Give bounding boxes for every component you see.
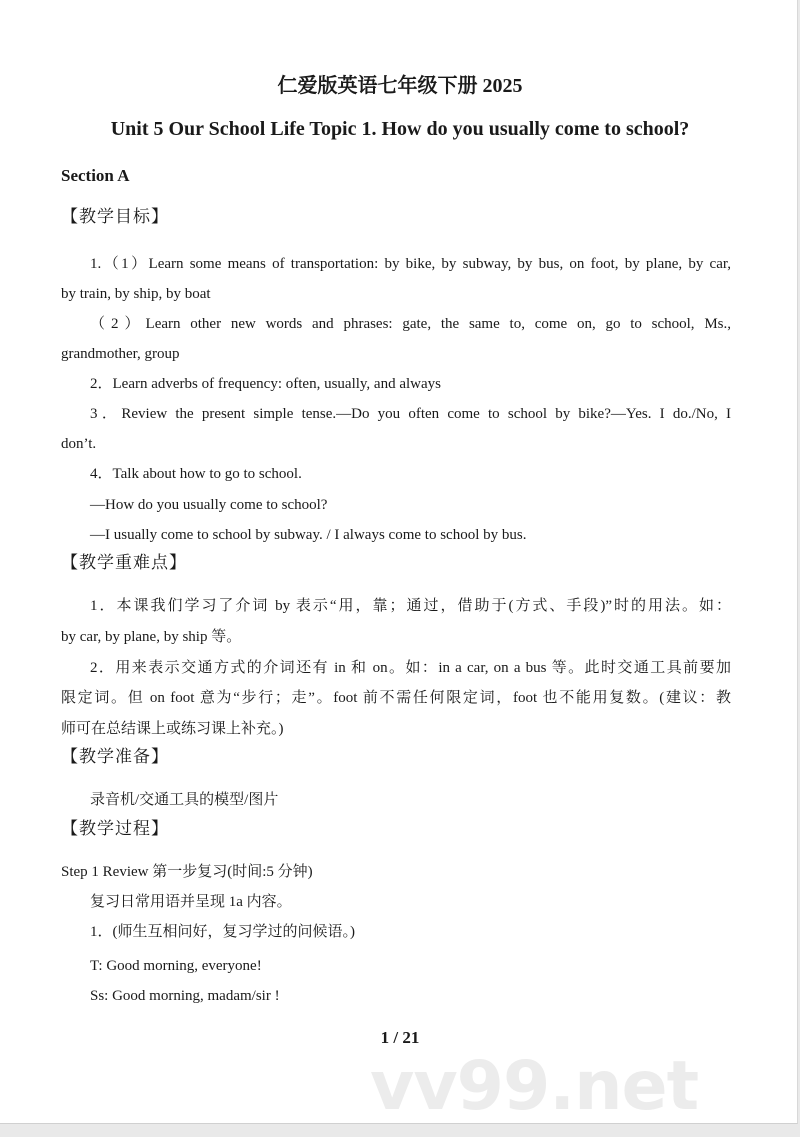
- goal-line: 3．Review the present simple tense.—Do you often come to school by bike?—Yes. I do./No, I: [90, 406, 731, 422]
- key-line: 师可在总结课上或练习课上补充。): [61, 721, 284, 737]
- goal-line: —I usually come to school by subway. / I always come to school by bus.: [90, 527, 527, 543]
- goal-line: —How do you usually come to school?: [90, 497, 328, 513]
- preparation-text: 录音机/交通工具的模型/图片: [90, 792, 279, 808]
- heading-key-points: 【教学重难点】: [61, 553, 187, 572]
- watermark: vv99.net: [370, 1047, 699, 1124]
- document-subtitle: Unit 5 Our School Life Topic 1. How do you usually come to school?: [110, 118, 690, 140]
- goal-line: by train, by ship, by boat: [61, 286, 211, 302]
- key-line: 限定词。但 on foot 意为“步行；走”。foot 前不需任何限定词，foot 也不能用复数。(建议：教: [61, 690, 731, 706]
- document-title: 仁爱版英语七年级下册 2025: [277, 75, 523, 97]
- goal-line: 2．Learn adverbs of frequency: often, usually, and always: [90, 376, 441, 392]
- process-line: Step 1 Review 第一步复习(时间:5 分钟): [61, 864, 313, 880]
- heading-process: 【教学过程】: [61, 819, 169, 838]
- heading-preparation: 【教学准备】: [61, 747, 169, 766]
- goal-line: （2）Learn other new words and phrases: gate, the same to, come on, go to school, Ms.,: [90, 316, 731, 332]
- key-line: 1．本课我们学习了介词 by 表示“用，靠；通过，借助于(方式、手段)”时的用法。如：: [90, 598, 731, 614]
- process-line: 1．(师生互相问好，复习学过的问候语。): [90, 924, 355, 940]
- process-line: T: Good morning, everyone!: [90, 958, 262, 974]
- key-line: by car, by plane, by ship 等。: [61, 629, 242, 645]
- process-line: 复习日常用语并呈现 1a 内容。: [90, 894, 292, 910]
- goal-line: grandmother, group: [61, 346, 180, 362]
- page-number: 1 / 21: [380, 1028, 420, 1047]
- goal-line: 4．Talk about how to go to school.: [90, 466, 302, 482]
- process-line: Ss: Good morning, madam/sir !: [90, 988, 280, 1004]
- section-heading: Section A: [61, 166, 130, 185]
- goal-line: don’t.: [61, 436, 97, 452]
- goal-line: 1.（1）Learn some means of transportation: by bike, by subway, by bus, on foot, by plane, by car,: [90, 256, 731, 272]
- heading-goals: 【教学目标】: [61, 207, 169, 226]
- key-line: 2．用来表示交通方式的介词还有 in 和 on。如：in a car, on a bus 等。此时交通工具前要加: [90, 660, 731, 676]
